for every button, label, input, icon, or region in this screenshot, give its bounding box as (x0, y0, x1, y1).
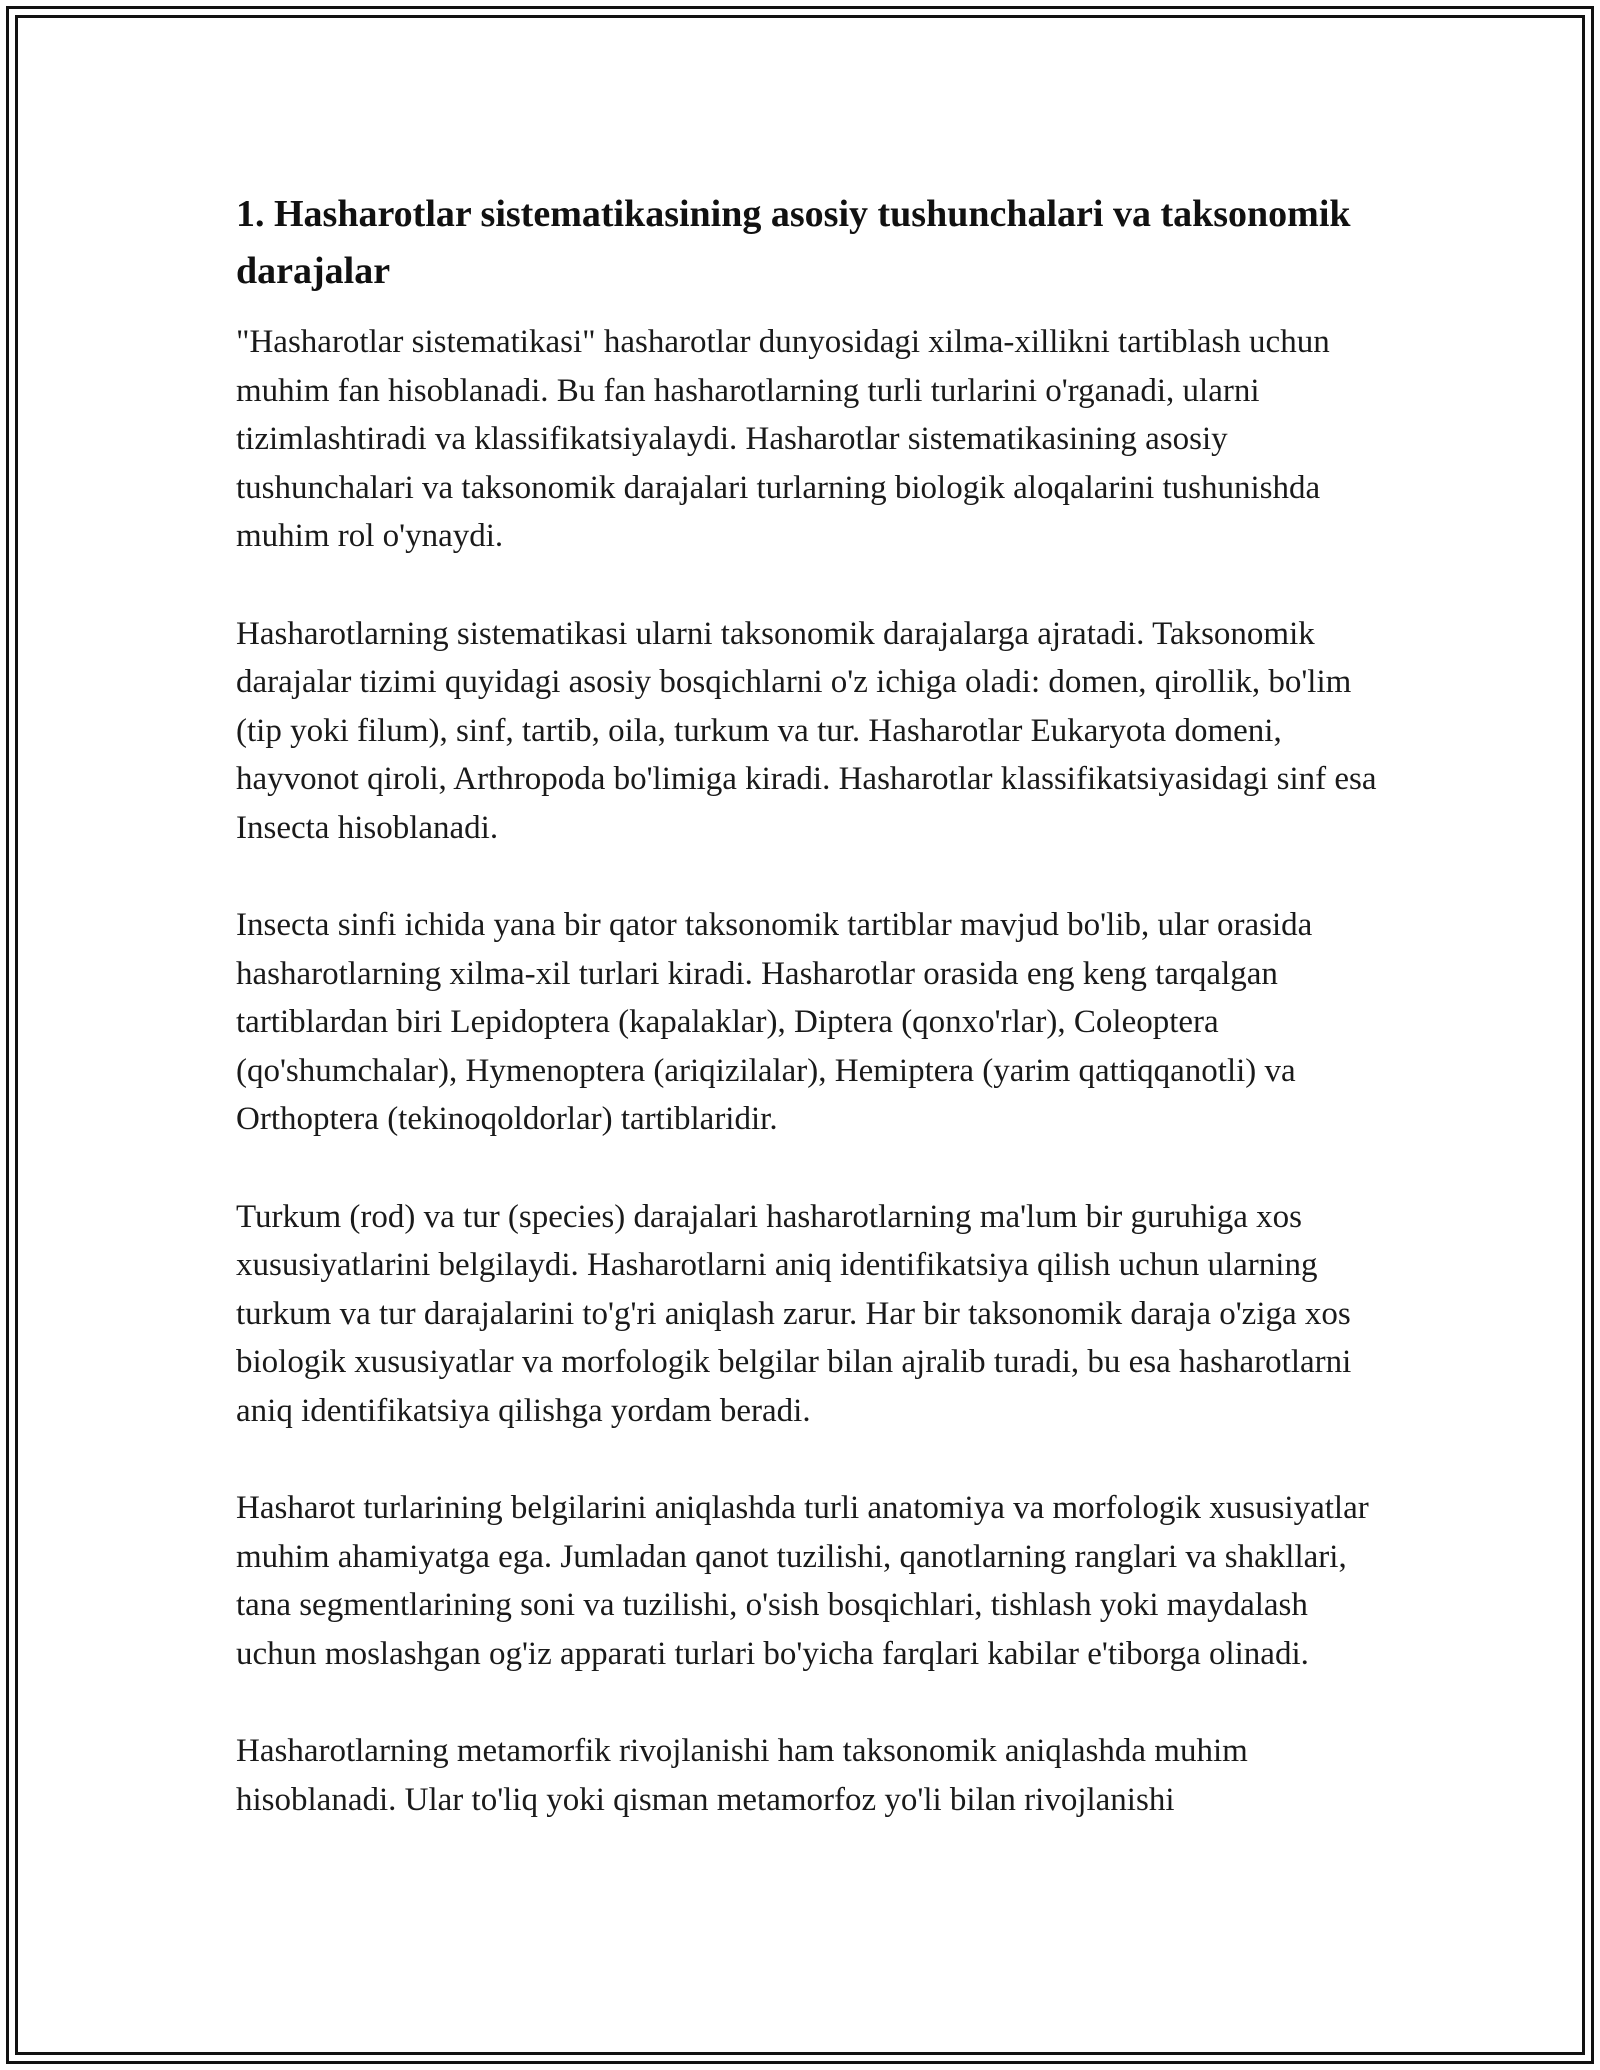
paragraph-5: Hasharot turlarining belgilarini aniqlashda turli anatomiya va morfologik xususiyatlar muhim ahamiyatga ega. Jumladan qanot tuzilishi, qanotlarning ranglari va shakllari, tana segmentlarining soni va tuzilishi, o'sish bosqichlari, tishlash yoki maydalash uchun moslashgan og'iz apparati turlari bo'yicha farqlari kabilar e'tiborga olinadi. (236, 1490, 1369, 1672)
section-heading: 1. Hasharotlar sistematikasining asosiy tushunchalari va taksonomik darajalar (236, 193, 1351, 292)
document-body (236, 186, 1381, 1873)
paragraph-1: "Hasharotlar sistematikasi" hasharotlar dunyosidagi xilma-xillikni tartiblash uchun muhim fan hisoblanadi. Bu fan hasharotlarning turli turlarini o'rganadi, ularni tizimlashtiradi va klassifikatsiyalaydi. Hasharotlar sistematikasining asosiy tushunchalari va taksonomik darajalari turlarning biologik aloqalarini tushunishda muhim rol o'ynaydi. (236, 324, 1330, 554)
paragraph-4: Turkum (rod) va tur (species) darajalari hasharotlarning ma'lum bir guruhiga xos xususiyatlarini belgilaydi. Hasharotlarni aniq identifikatsiya qilish uchun ularning turkum va tur darajalarini to'g'ri aniqlash zarur. Har bir taksonomik daraja o'ziga xos biologik xususiyatlar va morfologik belgilar bilan ajralib turadi, bu esa hasharotlarni aniq identifikatsiya qilishga yordam beradi. (236, 1198, 1352, 1429)
paragraph-3: Insecta sinfi ichida yana bir qator taksonomik tartiblar mavjud bo'lib, ular orasida hasharotlarning xilma-xil turlari kiradi. Hasharotlar orasida eng keng tarqalgan tartiblardan biri Lepidoptera (kapalaklar), Diptera (qonxo'rlar), Coleoptera (qo'shumchalar), Hymenoptera (ariqizilalar), Hemiptera (yarim qattiqqanotli) va Orthoptera (tekinoqoldorlar) tartiblaridir. (236, 907, 1313, 1137)
paragraph-2: Hasharotlarning sistematikasi ularni taksonomik darajalarga ajratadi. Taksonomik darajalar tizimi quyidagi asosiy bosqichlarni o'z ichiga oladi: domen, qirollik, bo'lim (tip yoki filum), sinf, tartib, oila, turkum va tur. Hasharotlar Eukaryota domeni, hayvonot qiroli, Arthropoda bo'limiga kiradi. Hasharotlar klassifikatsiyasidagi sinf esa Insecta hisoblanadi. (236, 615, 1377, 846)
paragraph-6: Hasharotlarning metamorfik rivojlanishi ham taksonomik aniqlashda muhim hisoblanadi. Ular to'liq yoki qisman metamorfoz yo'li bilan rivojlanishi (236, 1733, 1248, 1818)
